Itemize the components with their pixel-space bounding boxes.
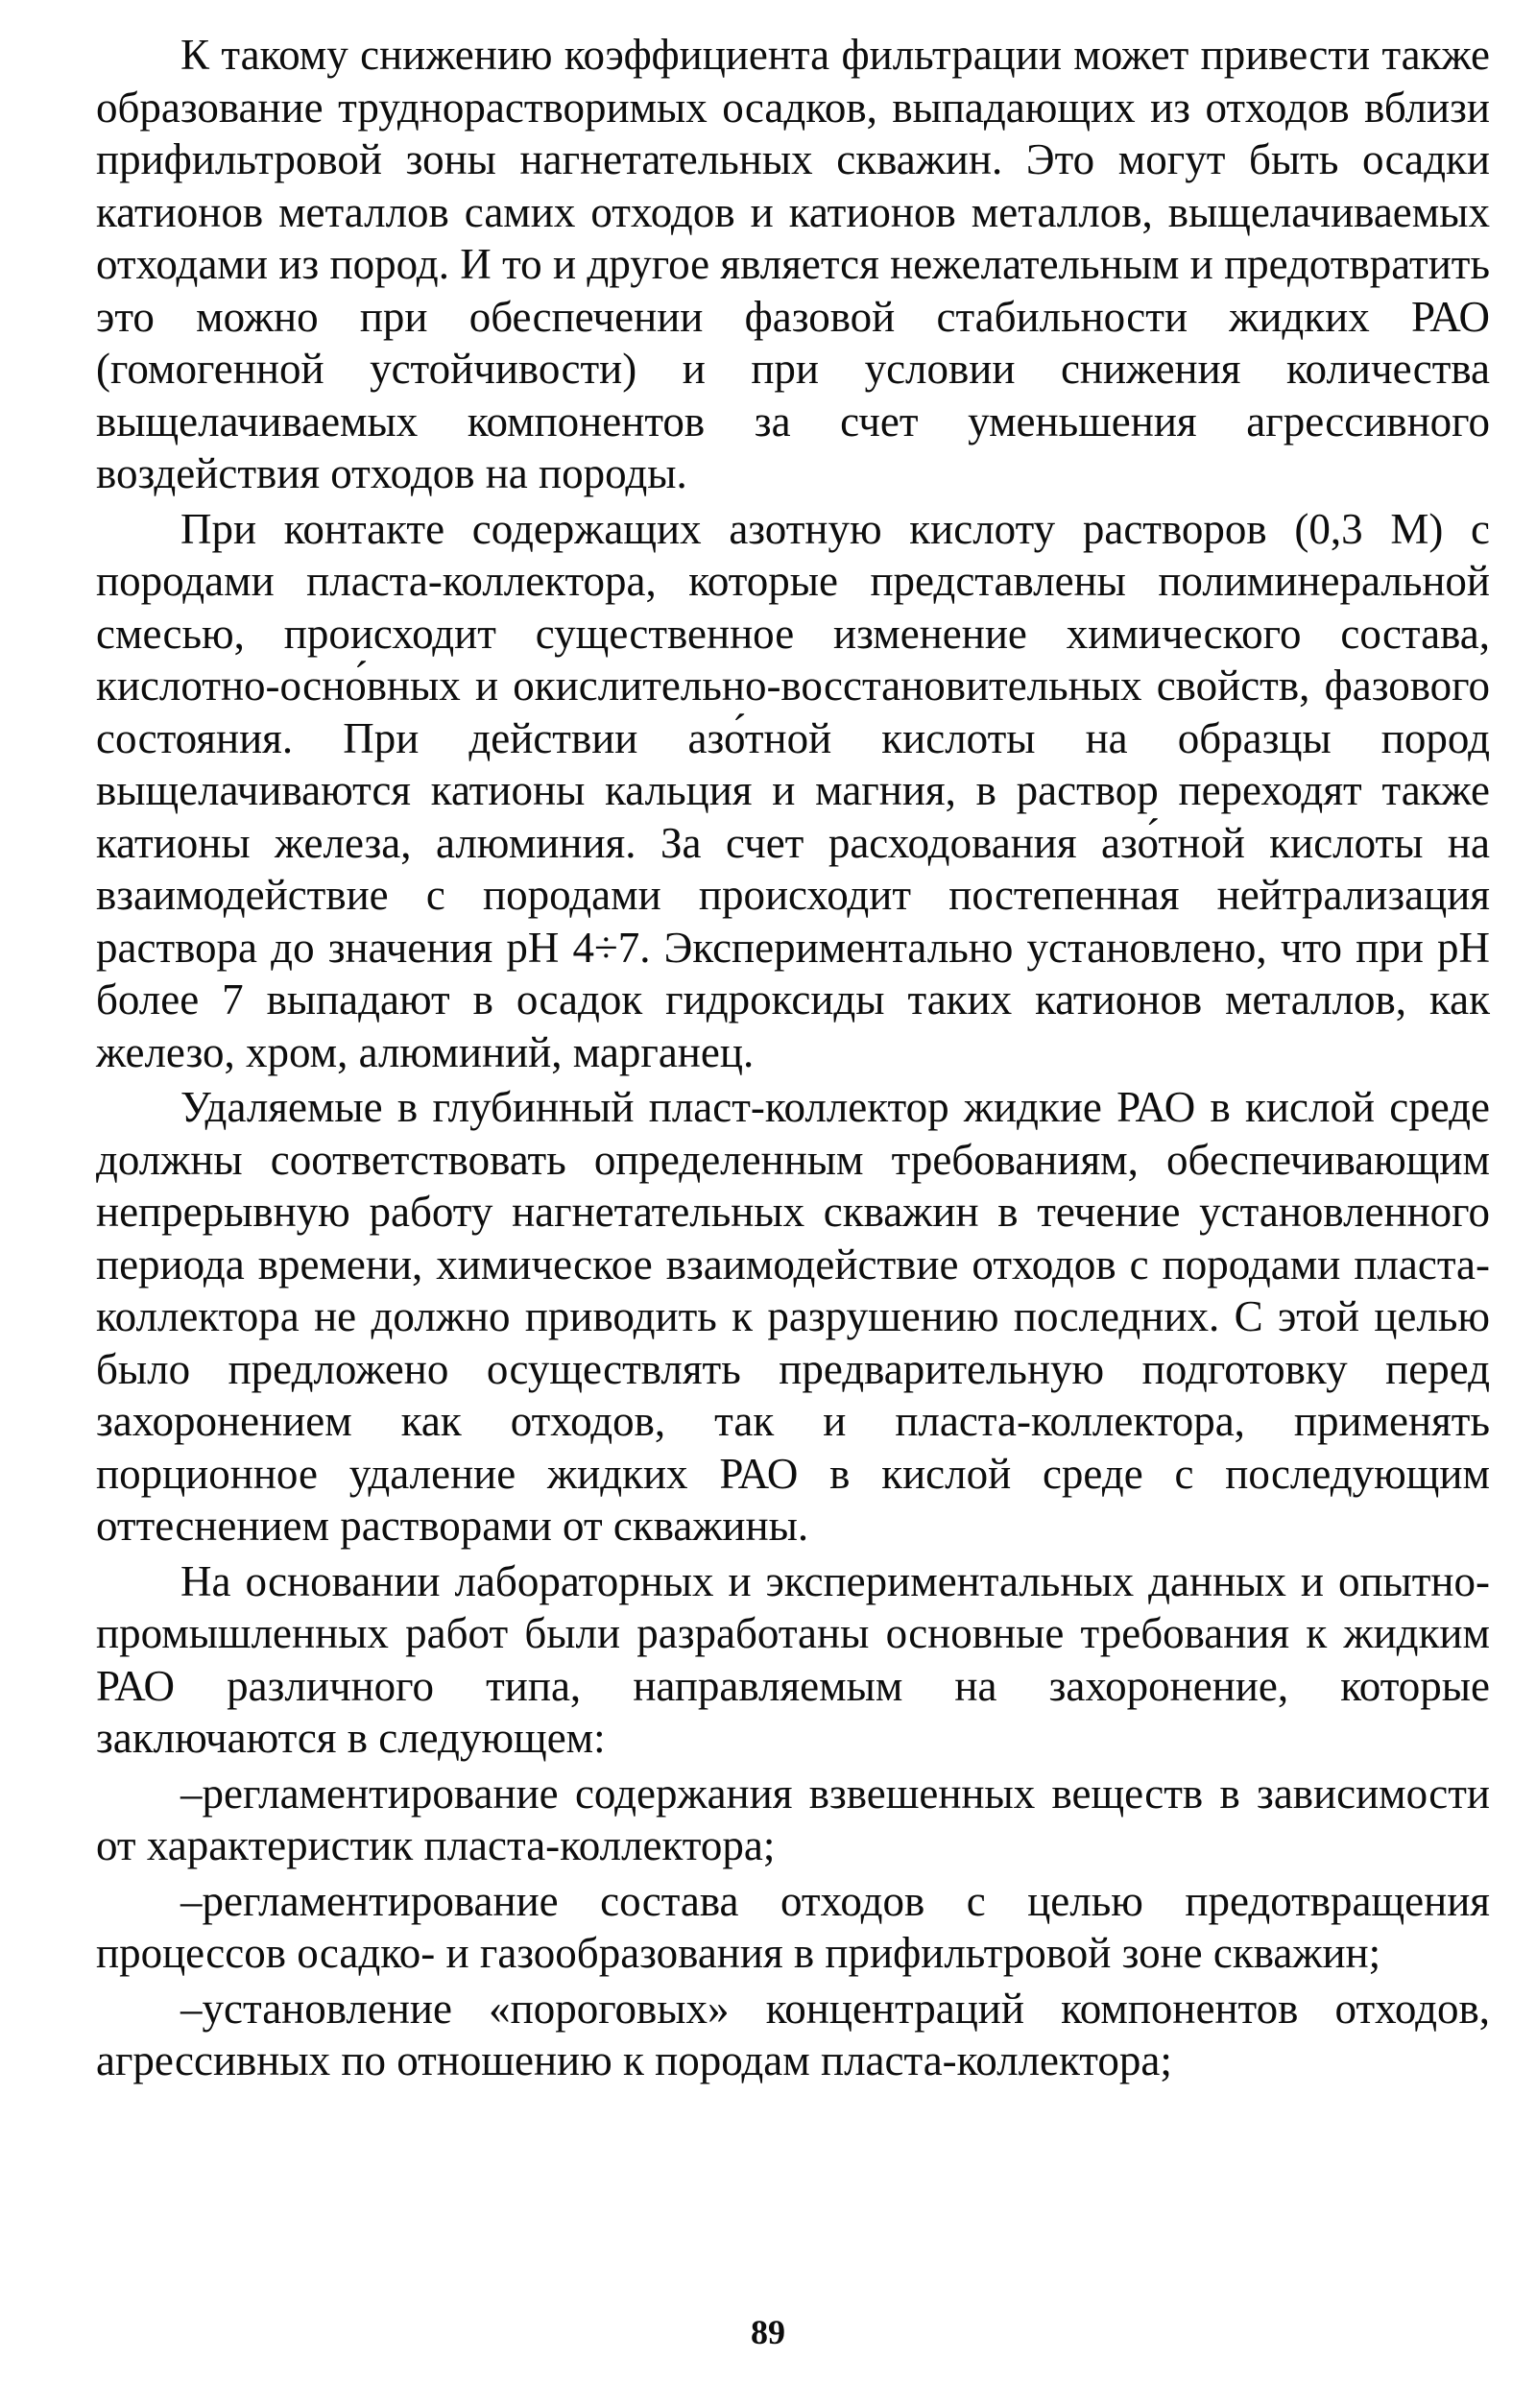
paragraph-nitric-acid-contact: При контакте содержащих азотную кислоту растворов (0,3 М) с породами пласта-коллектора, которые представлены полиминеральной смесью, происходит существенное изменение химического состава, кислотно-осно́вных и окислительно-восстановительных свойств, фазового состояния. При действии азо́тной кислоты на образцы пород выщелачиваются катионы кальция и магния, в раствор переходят также катионы железа, алюминия. За счет расходования азо́тной кислоты на взаимодействие с породами происходит постепенная нейтрализация раствора до значения pH 4÷7. Экспериментально установлено, что при pH более 7 выпадают в осадок гидроксиды таких катионов металлов, как железо, хром, алюминий, марганец. (96, 504, 1490, 1076)
paragraph-basic-requirements: На основании лабораторных и экспериментальных данных и опытно-промышленных работ были разработаны основные требования к жидким РАО различного типа, направляемым на захоронение, которые заключаются в следующем: (96, 1556, 1490, 1762)
list-item-threshold-concentrations: –установление «пороговых» концентраций компонентов отходов, агрессивных по отношению к породам пласта-коллектора; (96, 1984, 1490, 2084)
list-item-suspended-solids: –регламентирование содержания взвешенных веществ в зависимости от характеристик пласта-коллектора; (96, 1769, 1490, 1869)
paragraph-filtration-coefficient: К такому снижению коэффициента фильтрации может привести также образование труднорастворимых осадков, выпадающих из отходов вблизи прифильтровой зоны нагнетательных скважин. Это могут быть осадки катионов металлов самих отходов и катионов металлов, выщелачиваемых отходами из пород. И то и другое является нежелательным и предотвратить это можно при обеспечении фазовой стабильности жидких РАО (гомогенной устойчивости) и при условии снижения количества выщелачиваемых компонентов за счет уменьшения агрессивного воздействия отходов на породы. (96, 31, 1490, 497)
page-number: 89 (751, 2313, 785, 2351)
paragraph-waste-requirements: Удаляемые в глубинный пласт-коллектор жидкие РАО в кислой среде должны соответствовать определенным требованиям, обеспечивающим непрерывную работу нагнетательных скважин в течение установленного периода времени, химическое взаимодействие отходов с породами пласта-коллектора не должно приводить к разрушению последних. С этой целью было предложено осуществлять предварительную подготовку перед захоронением как отходов, так и пласта-коллектора, применять порционное удаление жидких РАО в кислой среде с последующим оттеснением растворами от скважины. (96, 1083, 1490, 1550)
page-body (96, 29, 1490, 2090)
list-item-waste-composition: –регламентирование состава отходов с целью предотвращения процессов осадко- и газообразования в прифильтровой зоне скважин; (96, 1876, 1490, 1977)
